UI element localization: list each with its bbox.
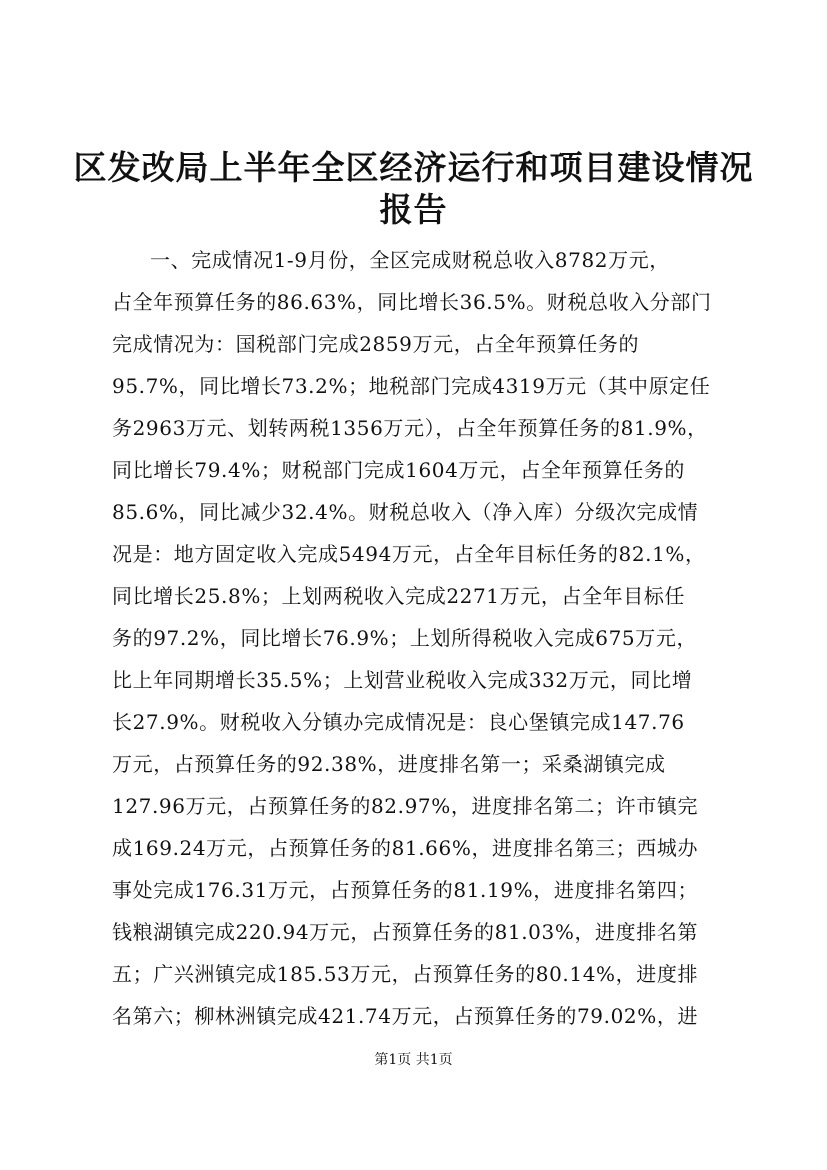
body-line: 钱粮湖镇完成220.94万元，占预算任务的81.03%，进度排名第 [112,920,699,944]
body-line: 万元，占预算任务的92.38%，进度排名第一；采桑湖镇完成 [112,752,666,776]
body-line: 一、完成情况1-9月份，全区完成财税总收入8782万元， [150,248,670,272]
body-line: 比上年同期增长35.5%；上划营业税收入完成332万元，同比增 [112,668,693,692]
document-title-line-2: 报告 [379,190,448,229]
body-line: 况是：地方固定收入完成5494万元，占全年目标任务的82.1%， [112,542,706,566]
document-body [112,239,722,1037]
body-line: 成169.24万元，占预算任务的81.66%，进度排名第三；西城办 [112,836,699,860]
body-line: 长27.9%。财税收入分镇办完成情况是：良心堡镇完成147.76 [112,710,685,734]
body-line: 务2963万元、划转两税1356万元），占全年预算任务的81.9%， [112,416,708,440]
body-line: 务的97.2%，同比增长76.9%；上划所得税收入完成675万元， [112,626,698,650]
body-line: 事处完成176.31万元，占预算任务的81.19%，进度排名第四； [112,878,699,902]
body-line: 95.7%，同比增长73.2%；地税部门完成4319万元（其中原定任 [112,374,711,398]
body-line: 完成情况为：国税部门完成2859万元，占全年预算任务的 [112,332,640,356]
body-line: 名第六；柳林洲镇完成421.74万元，占预算任务的79.02%，进 [112,1004,699,1028]
body-line: 127.96万元，占预算任务的82.97%，进度排名第二；许市镇完 [112,794,699,818]
page-footer: 第1页 共1页 [374,1052,453,1068]
body-line: 同比增长25.8%；上划两税收入完成2271万元，占全年目标任 [112,584,686,608]
body-line: 85.6%，同比减少32.4%。财税总收入（净入库）分级次完成情 [112,500,699,524]
body-line: 同比增长79.4%；财税部门完成1604万元，占全年预算任务的 [112,458,686,482]
body-line: 占全年预算任务的86.63%，同比增长36.5%。财税总收入分部门 [112,290,712,314]
body-line: 五；广兴洲镇完成185.53万元，占预算任务的80.14%，进度排 [112,962,699,986]
document-title-line-1: 区发改局上半年全区经济运行和项目建设情况 [73,148,754,187]
